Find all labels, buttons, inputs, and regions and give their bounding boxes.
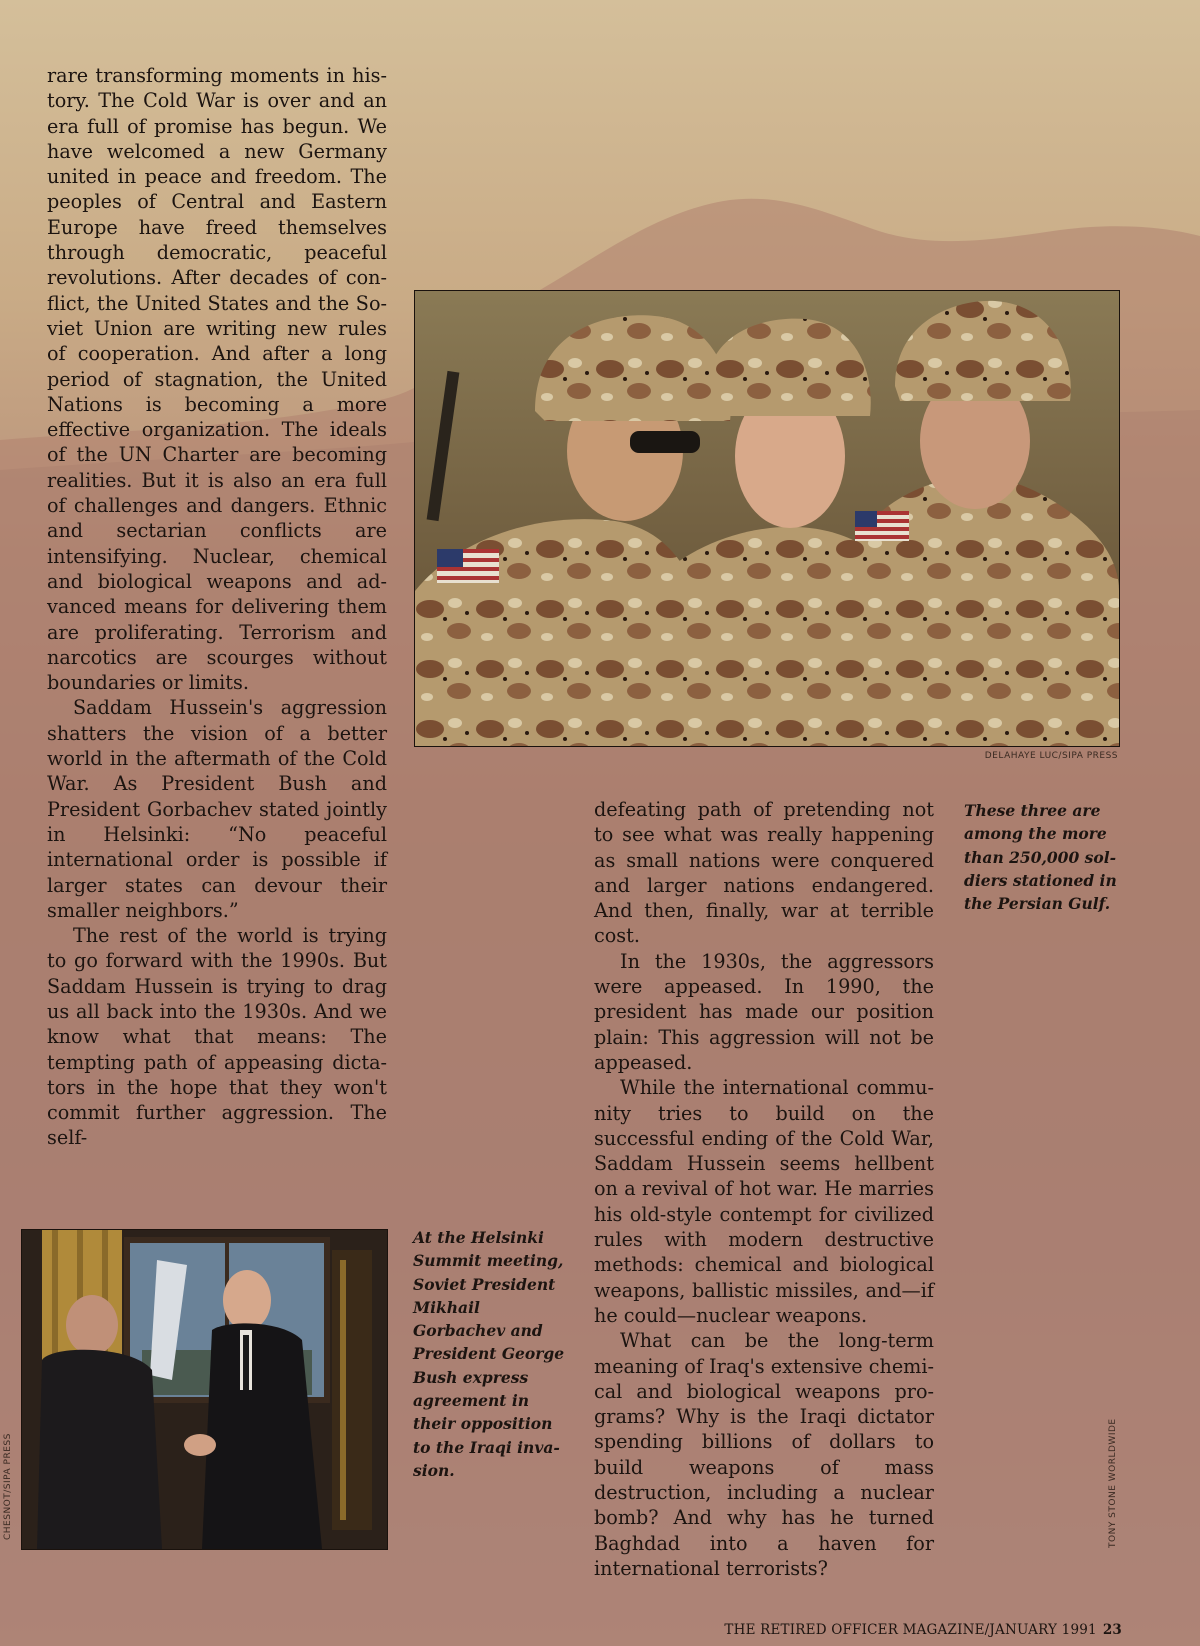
photo-credit: CHESNOT/SIPA PRESS — [3, 1433, 13, 1540]
soldiers-photo-illustration — [415, 291, 1119, 746]
article-paragraph: defeating path of pretending not to see what was really happening as small nations were conquered and larger nations endangered. And then, finally, war at terrible cost. — [594, 798, 934, 948]
article-paragraph: What can be the long-term meaning of Iraq's extensive chemical and biological weapons programs? Why is the Iraqi dictator spending billions of dollars to build weapons of mass destruction, including a nuclear bomb? And why has he turned Baghdad into a haven for international terrorists? — [594, 1329, 934, 1580]
publication-line: THE RETIRED OFFICER MAGAZINE/JANUARY 1991 — [724, 1622, 1097, 1638]
article-paragraph: Saddam Hussein's aggression shatters the vision of a better world in the aftermath of the Cold War. As President Bush and President Gorbachev stated jointly in Helsinki: “No peaceful international order is possible if larger states can devour their smaller neighbors.” — [47, 696, 387, 922]
article-paragraph: rare transforming moments in history. The Cold War is over and an era full of promise has begun. We have welcomed a new Germany united in peace and freedom. The peoples of Central and Eastern Europe have freed themselves through democratic, peaceful revolutions. After decades of conflict, the United States and the Soviet Union are writing new rules of cooperation. And after a long period of stagnation, the United Nations is becoming a more effective organization. The ideals of the UN Charter are becoming realities. But it is also an era full of challenges and dangers. Ethnic and sectarian conflicts are intensifying. Nuclear, chemical and biological weapons and advanced means for delivering them are proliferating. Terrorism and narcotics are scourges without boundaries or limits. — [47, 64, 387, 695]
page-footer — [724, 1622, 1122, 1638]
summit-photo-illustration — [22, 1230, 387, 1549]
photo-caption: These three are among the more than 250,000 soldiers stationed in the Persian Gulf. — [964, 801, 1117, 914]
page-number: 23 — [1102, 1622, 1122, 1638]
soldiers-photo — [414, 290, 1120, 747]
article-paragraph: While the international community tries to build on the successful ending of the Cold War, Saddam Hussein seems hellbent on a revival of hot war. He marries his old-style contempt for civilized rules with modern destructive methods: chemical and biological weapons, ballistic missiles, and—if he could—nuclear weapons. — [594, 1076, 934, 1327]
article-column-2 — [594, 797, 934, 1581]
summit-photo — [21, 1229, 388, 1550]
article-paragraph: In the 1930s, the aggressors were appeased. In 1990, the president has made our position plain: This aggression will not be appeased. — [594, 949, 934, 1074]
article-column-1 — [47, 63, 387, 1151]
photo-caption: At the Helsinki Summit meeting, Soviet President Mikhail Gorbachev and President George Bush express agreement in their opposition to the Iraqi invasion. — [413, 1228, 565, 1480]
background-photo-credit: TONY STONE WORLDWIDE — [1108, 1418, 1118, 1548]
photo-credit: DELAHAYE LUC/SIPA PRESS — [984, 751, 1118, 761]
article-paragraph: The rest of the world is trying to go forward with the 1990s. But Saddam Hussein is trying to drag us all back into the 1930s. And we know what that means: The tempting path of appeasing dictators in the hope that they won't commit further aggression. The self- — [47, 924, 387, 1150]
